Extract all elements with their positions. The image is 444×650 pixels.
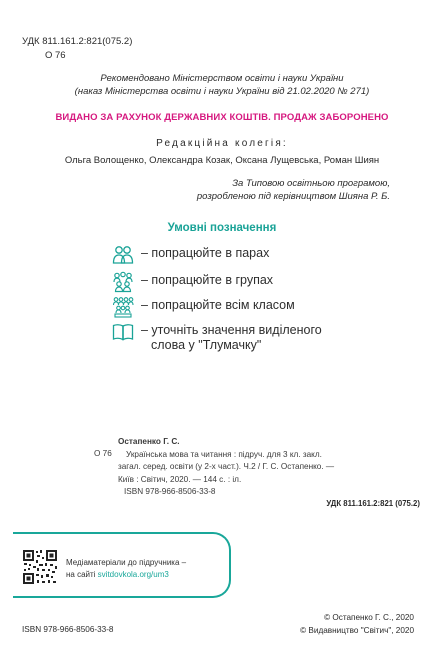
legend-item-class-label: – попрацюйте всім класом	[141, 298, 295, 312]
program-line-1: За Типовою освітньою програмою,	[232, 178, 390, 189]
catalog-line-3: Київ : Світич, 2020. — 144 с. : іл.	[118, 474, 242, 484]
recommendation-line-2: (наказ Міністерства освіти і науки України від 21.02.2020 № 271)	[74, 86, 370, 97]
index-code: О 76	[45, 50, 66, 61]
legend-item-dictionary-label: – уточніть значення виділеного	[141, 323, 322, 337]
editorial-board-title: Редакційна колегія:	[156, 138, 288, 149]
program-note	[150, 177, 390, 203]
recommendation	[0, 72, 444, 98]
funding-notice: ВИДАНО ЗА РАХУНОК ДЕРЖАВНИХ КОШТІВ. ПРОДАЖ ЗАБОРОНЕНО	[55, 112, 389, 123]
legend-item-dictionary-text	[141, 321, 322, 353]
legend-item-dictionary	[112, 321, 322, 353]
media-line-2-prefix: на сайті	[66, 570, 98, 579]
dictionary-icon	[112, 321, 134, 343]
catalog-line-1: Українська мова та читання : підруч. для 3 кл. закл.	[126, 449, 322, 459]
catalog-udk: УДК 811.161.2:821 (075.2)	[326, 499, 420, 508]
recommendation-line-1: Рекомендовано Міністерством освіти і науки України	[100, 73, 344, 84]
program-line-2: розробленою під керівництвом Шияна Р. Б.	[196, 191, 390, 202]
legend-item-pairs	[112, 244, 269, 266]
editorial-board-names: Ольга Волощенко, Олександра Козак, Оксана Лущевська, Роман Шиян	[64, 155, 380, 166]
legend-item-pairs-label: – попрацюйте в парах	[141, 246, 270, 260]
legend-title: Умовні позначення	[167, 222, 277, 234]
media-materials-note	[66, 557, 186, 581]
catalog-index-code: О 76	[94, 449, 112, 458]
pair-icon	[112, 244, 134, 266]
footer-isbn: ISBN 978-966-8506-33-8	[22, 625, 114, 634]
media-line-1: Медіаматеріали до підручника –	[66, 558, 187, 567]
media-line-2	[66, 569, 186, 581]
copyright-publisher: © Видавництво "Світич", 2020	[300, 625, 414, 635]
catalog-isbn: ISBN 978-966-8506-33-8	[124, 487, 216, 496]
legend-item-class	[112, 296, 295, 318]
legend-item-groups-label: – попрацюйте в групах	[141, 273, 274, 287]
qr-code-icon[interactable]	[22, 549, 58, 585]
catalog-record	[118, 436, 370, 499]
copyright-author: © Остапенко Г. С., 2020	[324, 613, 414, 622]
copyright-block	[0, 612, 414, 637]
catalog-author: Остапенко Г. С.	[118, 437, 180, 446]
media-link[interactable]: svitdovkola.org/um3	[97, 570, 169, 579]
catalog-line-2: загал. серед. освіти (у 2-х част.). Ч.2 / Г. С. Остапенко. —	[118, 462, 335, 471]
group-icon	[112, 271, 134, 293]
legend-item-groups	[112, 271, 273, 293]
udk-code: УДК 811.161.2:821(075.2)	[22, 36, 133, 47]
legend-item-dictionary-label-2: слова у "Тлумачку"	[151, 338, 262, 352]
class-icon	[112, 296, 134, 318]
